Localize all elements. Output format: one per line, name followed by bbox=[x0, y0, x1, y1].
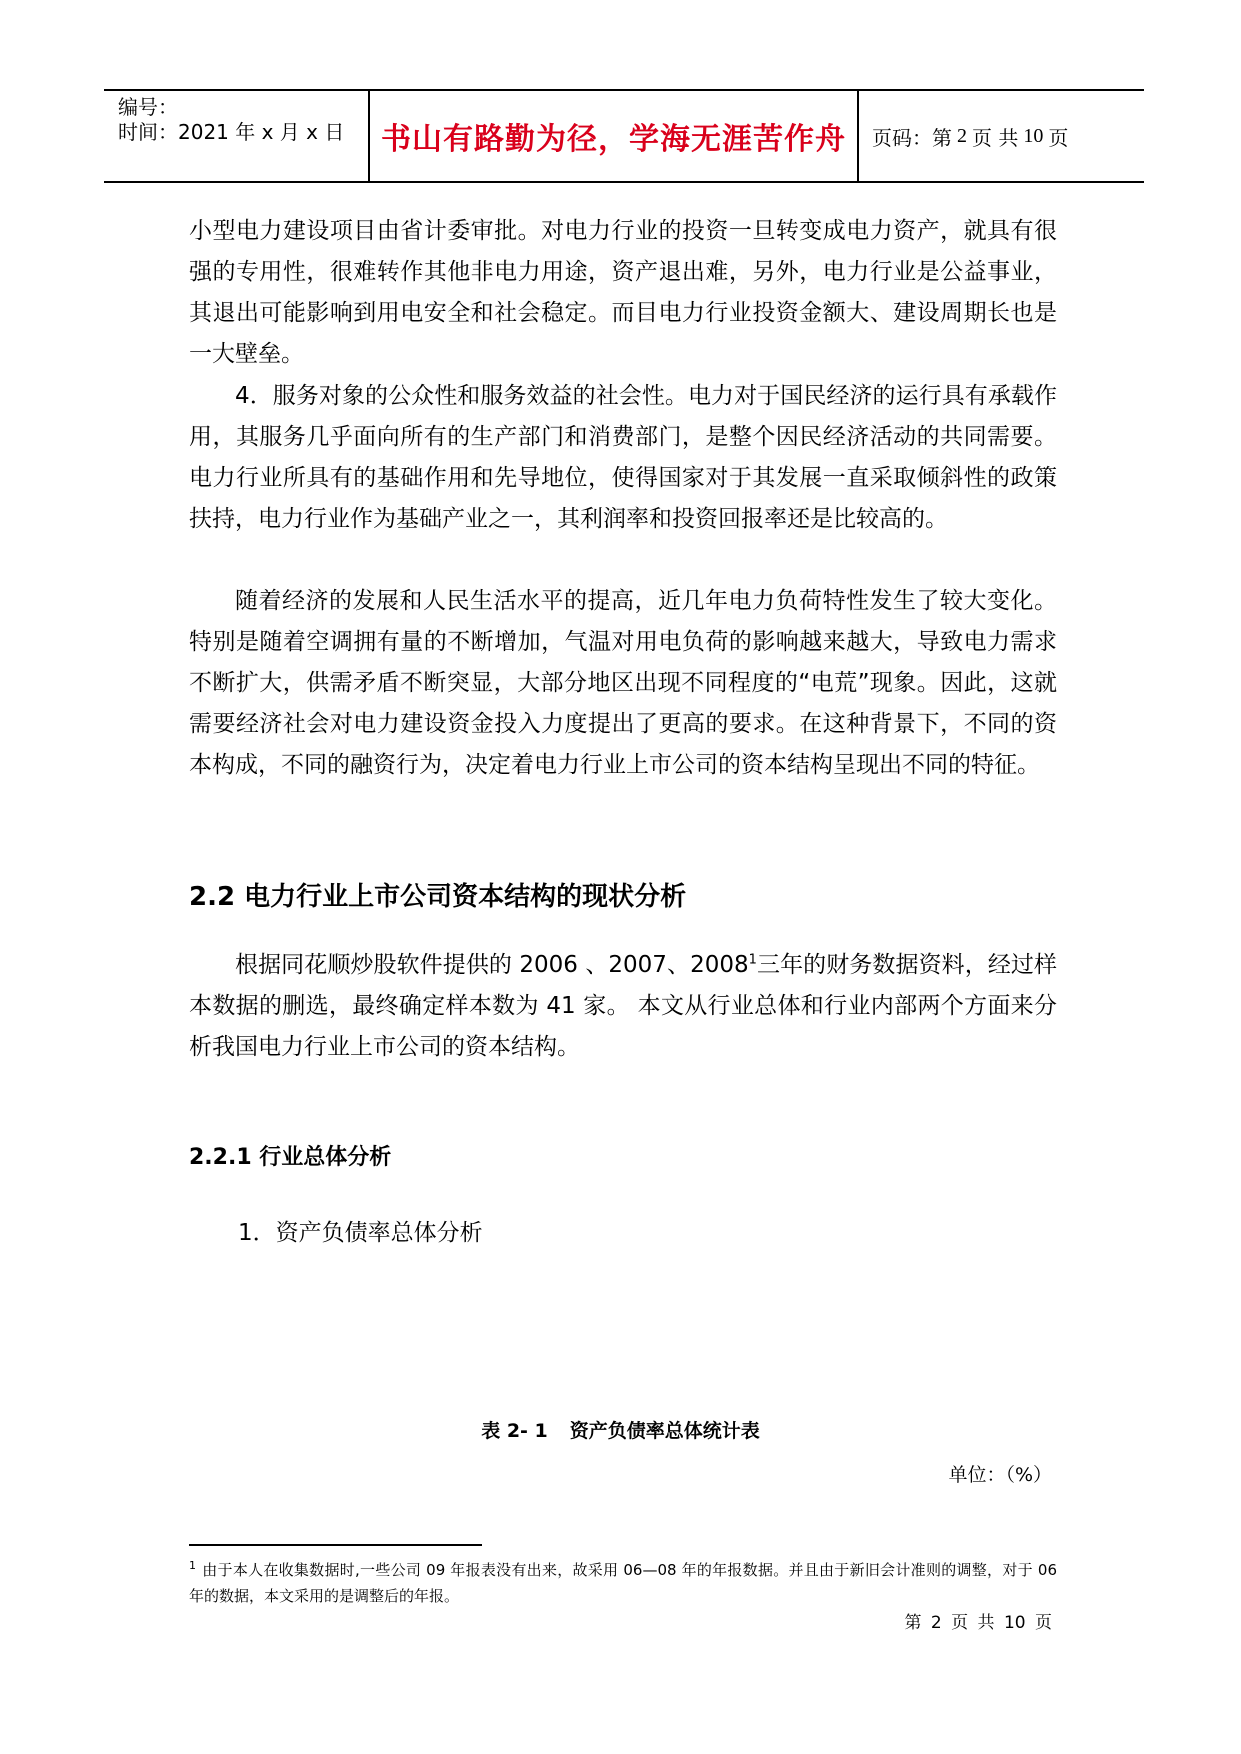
header-number-label: 编号： bbox=[118, 95, 178, 119]
paragraph-4-text-start: 根据同花顺炒股软件提供的 2006 、2007、2008 bbox=[235, 952, 749, 978]
table-label: 表 2- 1 bbox=[481, 1420, 548, 1442]
header-page-prefix: 页码：第 bbox=[872, 125, 952, 150]
body-paragraph-4 bbox=[189, 945, 1057, 1068]
body-paragraph-1: 小型电力建设项目由省计委审批。对电力行业的投资一旦转变成电力资产，就具有很强的专用性，很难转作其他非电力用途，资产退出难，另外，电力行业是公益事业，其退出可能影响到用电安全和社会稳定。而目电力行业投资金额大、建设周期长也是一大壁垒。 bbox=[189, 218, 1057, 367]
paragraph-4-text-end: 三年的财务数据资料，经过样本数据的删选，最终确定样本数为 41 家。 本文从行业总体和行业内部两个方面来分析我国电力行业上市公司的资本结构。 bbox=[189, 952, 1057, 1060]
header-divider-right bbox=[857, 91, 859, 181]
page-header bbox=[104, 89, 1144, 183]
header-meta bbox=[118, 91, 368, 181]
body-paragraph-3: 随着经济的发展和人民生活水平的提高，近几年电力负荷特性发生了较大变化。特别是随着空调拥有量的不断增加，气温对用电负荷的影响越来越大，导致电力需求不断扩大，供需矛盾不断突显，大部分地区出现不同程度的“电荒”现象。因此，这就需要经济社会对电力建设资金投入力度提出了更高的要求。在这种背景下，不同的资本构成，不同的融资行为，决定着电力行业上市公司的资本结构呈现出不同的特征。 bbox=[189, 588, 1057, 778]
table-caption bbox=[0, 1416, 1241, 1443]
table-title: 资产负债率总体统计表 bbox=[569, 1420, 760, 1442]
footnote-mark: 1 bbox=[189, 1559, 196, 1572]
footnote-divider bbox=[189, 1544, 482, 1546]
header-page-mid: 页 共 bbox=[972, 125, 1019, 150]
body-paragraph-2: 4．服务对象的公众性和服务效益的社会性。电力对于国民经济的运行具有承载作用，其服务几乎面向所有的生产部门和消费部门，是整个因民经济活动的共同需要。电力行业所具有的基础作用和先导地位，使得国家对于其发展一直采取倾斜性的政策扶持，电力行业作为基础产业之一，其利润率和投资回报率还是比较高的。 bbox=[189, 383, 1057, 532]
header-page-total: 10 bbox=[1023, 124, 1044, 147]
section-heading-2-2-1: 2.2.1 行业总体分析 bbox=[189, 1145, 392, 1170]
footnote-reference[interactable]: 1 bbox=[748, 952, 757, 968]
header-time-label: 时间：2021 年 x 月 x 日 bbox=[118, 120, 345, 144]
header-motto: 书山有路勤为径，学海无涯苦作舟 bbox=[381, 122, 846, 157]
header-page-number bbox=[872, 91, 1068, 181]
section-heading-2-2: 2.2 电力行业上市公司资本结构的现状分析 bbox=[189, 882, 687, 912]
page-footer: 第 2 页 共 10 页 bbox=[904, 1613, 1052, 1633]
footnote-text: 由于本人在收集数据时,一些公司 09 年报表没有出来，故采用 06—08 年的年报数据。并且由于新旧会计准则的调整，对于 06 年的数据，本文采用的是调整后的年报。 bbox=[189, 1561, 1057, 1605]
footnote bbox=[189, 1557, 1057, 1609]
table-unit-note: 单位：（%） bbox=[948, 1464, 1052, 1486]
header-page-suffix: 页 bbox=[1048, 125, 1069, 150]
list-item-1: 1．资产负债率总体分析 bbox=[238, 1220, 483, 1246]
header-page-current: 2 bbox=[957, 124, 967, 147]
